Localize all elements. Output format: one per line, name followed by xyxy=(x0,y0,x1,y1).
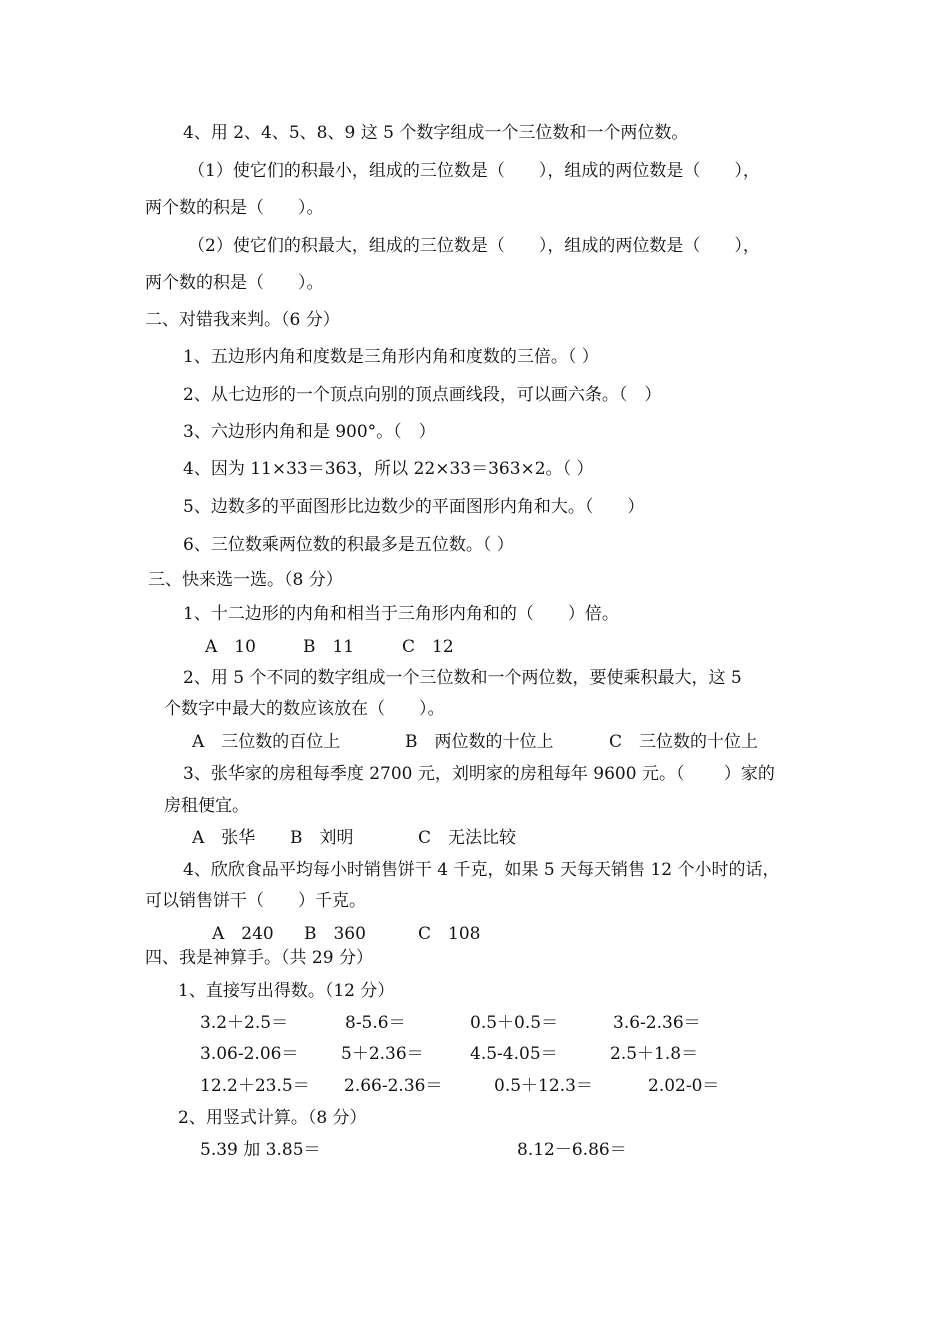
vertical-calc-item: 8.12－6.86＝ xyxy=(517,1140,627,1160)
choice-question-3-line1: 3、张华家的房租每季度 2700 元，刘明家的房租每年 9600 元。（ ）家的 xyxy=(183,764,775,784)
choice-option: B 两位数的十位上 xyxy=(405,732,554,752)
choice-option: C 无法比较 xyxy=(418,828,517,848)
question-4-part2-line2: 两个数的积是（ ）。 xyxy=(145,273,324,293)
calc-item: 2.5＋1.8＝ xyxy=(610,1044,699,1064)
section-2-title: 二、对错我来判。（6 分） xyxy=(145,310,340,330)
judge-item: 5、边数多的平面图形比边数少的平面图形内角和大。（ ） xyxy=(183,497,645,517)
calc-item: 4.5-4.05＝ xyxy=(470,1044,558,1064)
question-4-part1-line1: （1）使它们的积最小，组成的三位数是（ ），组成的两位数是（ ）， xyxy=(188,161,760,181)
calc-item: 3.06-2.06＝ xyxy=(200,1044,299,1064)
judge-item: 4、因为 11×33＝363，所以 22×33＝363×2。（ ） xyxy=(183,459,594,479)
choice-question-2-line2: 个数字中最大的数应该放在（ ）。 xyxy=(164,699,445,719)
calc-item: 12.2＋23.5＝ xyxy=(200,1076,310,1096)
calc-item: 0.5＋12.3＝ xyxy=(494,1076,593,1096)
calc-item: 5＋2.36＝ xyxy=(341,1044,424,1064)
choice-question-2-line1: 2、用 5 个不同的数字组成一个三位数和一个两位数，要使乘积最大，这 5 xyxy=(183,668,742,688)
choice-option: B 刘明 xyxy=(290,828,354,848)
section-3-title: 三、快来选一选。（8 分） xyxy=(148,570,343,590)
sub-question-1-title: 1、直接写出得数。（12 分） xyxy=(178,981,395,1001)
calc-item: 0.5＋0.5＝ xyxy=(470,1013,559,1033)
vertical-calc-item: 5.39 加 3.85＝ xyxy=(200,1140,321,1160)
calc-item: 2.66-2.36＝ xyxy=(344,1076,443,1096)
question-4-stem: 4、用 2、4、5、8、9 这 5 个数字组成一个三位数和一个两位数。 xyxy=(183,123,689,143)
question-4-part1-line2: 两个数的积是（ ）。 xyxy=(145,198,324,218)
choice-option: A 240 xyxy=(212,924,274,944)
choice-question-3-line2: 房租便宜。 xyxy=(164,796,249,816)
judge-item: 1、五边形内角和度数是三角形内角和度数的三倍。（ ） xyxy=(183,347,599,367)
choice-option: A 三位数的百位上 xyxy=(192,732,341,752)
calc-item: 2.02-0＝ xyxy=(648,1076,720,1096)
section-4-title: 四、我是神算手。（共 29 分） xyxy=(145,948,373,968)
calc-item: 3.2＋2.5＝ xyxy=(200,1013,289,1033)
question-4-part2-line1: （2）使它们的积最大，组成的三位数是（ ），组成的两位数是（ ）， xyxy=(188,236,760,256)
choice-option: C 三位数的十位上 xyxy=(609,732,759,752)
choice-option: C 12 xyxy=(402,637,454,657)
judge-item: 3、六边形内角和是 900°。（ ） xyxy=(183,422,436,442)
choice-option: B 360 xyxy=(304,924,366,944)
choice-option: B 11 xyxy=(303,637,355,657)
calc-item: 3.6-2.36＝ xyxy=(613,1013,701,1033)
choice-option: A 10 xyxy=(205,637,256,657)
choice-question-4-line1: 4、欣欣食品平均每小时销售饼干 4 千克，如果 5 天每天销售 12 个小时的话， xyxy=(183,860,780,880)
choice-question-1: 1、十二边形的内角和相当于三角形内角和的（ ）倍。 xyxy=(183,604,619,624)
calc-item: 8-5.6＝ xyxy=(345,1013,406,1033)
choice-option: C 108 xyxy=(418,924,481,944)
sub-question-2-title: 2、用竖式计算。（8 分） xyxy=(178,1108,367,1128)
judge-item: 2、从七边形的一个顶点向别的顶点画线段，可以画六条。（ ） xyxy=(183,385,662,405)
choice-question-4-line2: 可以销售饼干（ ）千克。 xyxy=(145,891,366,911)
choice-option: A 张华 xyxy=(192,828,256,848)
judge-item: 6、三位数乘两位数的积最多是五位数。（ ） xyxy=(183,535,514,555)
